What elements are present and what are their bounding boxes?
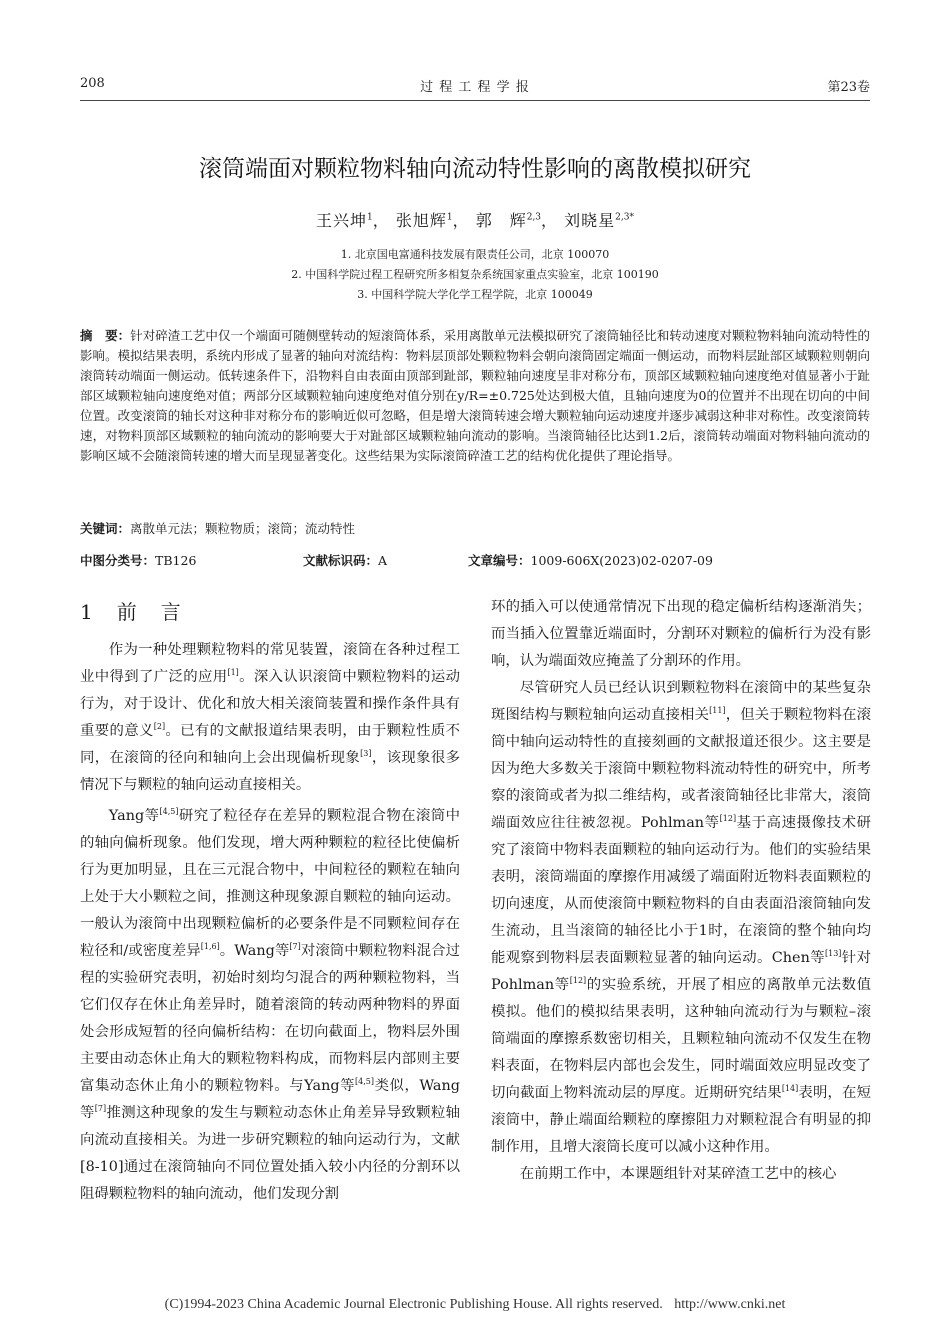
citation[interactable]: [14] — [781, 1084, 799, 1094]
doc-code-value: A — [378, 553, 388, 568]
author-name: 郭 辉 — [475, 211, 527, 230]
copyright-footer — [0, 1297, 950, 1313]
body-paragraph: 作为一种处理颗粒物料的常见装置，滚筒在各种过程工业中得到了广泛的应用[1]。深入认识滚筒中颗粒物料的运动行为，对于设计、优化和放大相关滚筒装置和操作条件具有重要的意义[2]。已有的文献报道结果表明，由于颗粒性质不同，在滚筒的径向和轴向上会出现偏析现象[3]，该现象很多情况下与颗粒的轴向运动直接相关。 — [80, 642, 460, 793]
affiliation: 1. 北京国电富通科技发展有限责任公司，北京 100070 — [340, 248, 610, 261]
citation[interactable]: [3] — [360, 749, 372, 759]
author-name: 刘晓星 — [564, 211, 616, 230]
keywords-label: 关键词： — [80, 521, 131, 536]
citation[interactable]: [2] — [153, 722, 166, 732]
header-rule — [80, 100, 870, 101]
author-name: 张旭辉 — [395, 211, 447, 230]
citation[interactable]: [12] — [719, 814, 737, 824]
article-number-label: 文章编号： — [468, 553, 531, 568]
body-paragraph: 环的插入可以使通常情况下出现的稳定偏析结构逐渐消失；而当插入位置靠近端面时，分割环对颗粒的偏析行为没有影响，认为端面效应掩盖了分割环的作用。 — [491, 599, 871, 669]
author-name: 王兴坤 — [316, 211, 368, 230]
article-number-value: 1009-606X(2023)02-0207-09 — [530, 553, 713, 568]
body-paragraph: 在前期工作中，本课题组针对某碎渣工艺中的核心 — [519, 1166, 837, 1182]
abstract — [80, 326, 870, 466]
cnki-link[interactable]: http://www.cnki.net — [674, 1297, 786, 1312]
citation[interactable]: [1] — [227, 668, 239, 678]
author-list: 王兴坤$^1$， 张旭辉$^1$， 郭 辉$^{2,3}$， 刘晓星$^{2,3*}$ — [316, 211, 634, 230]
body-paragraph: Yang等[4,5]研究了粒径存在差异的颗粒混合物在滚筒中的轴向偏析现象。他们发现，增大两种颗粒的粒径比使偏析行为更加明显，且在三元混合物中，中间粒径的颗粒在轴向上处于大小颗粒之间，推测这种现象源自颗粒的轴向运动。一般认为滚筒中出现颗粒偏析的必要条件是不同颗粒间存在粒径和/或密度差异[1,6]。Wang等[7]对滚筒中颗粒物料混合过程的实验研究表明，初始时刻均匀混合的两种颗粒物料，当它们仅存在休止角差异时，随着滚筒的转动两种物料的界面处会形成短暂的径向偏析结构：在切向截面上，物料层外围主要由动态休止角大的颗粒物料构成，而物料层内部则主要富集动态休止角小的颗粒物料。与Yang等[4,5]类似，Wang等[7]推测这种现象的发生与颗粒动态休止角差异导致颗粒轴向流动直接相关。为进一步研究颗粒的轴向运动行为，文献[8-10]通过在滚筒轴向不同位置处插入较小内径的分割环以阻碍颗粒物料的轴向流动，他们发现分割 — [80, 807, 460, 1202]
doc-code-label: 文献标识码： — [303, 553, 379, 568]
citation[interactable]: [12] — [569, 976, 587, 986]
citation[interactable]: [4,5] — [159, 807, 179, 817]
citation[interactable]: [7] — [289, 942, 301, 952]
abstract-label: 摘 要： — [80, 328, 131, 343]
keywords — [80, 519, 870, 537]
citation[interactable]: [11] — [709, 706, 726, 716]
citation[interactable]: [1,6] — [200, 942, 220, 952]
body-paragraph: 尽管研究人员已经认识到颗粒物料在滚筒中的某些复杂斑图结构与颗粒轴向运动直接相关[11]，但关于颗粒物料在滚筒中轴向运动特性的直接刻画的文献报道还很少。这主要是因为绝大多数关于滚筒中颗粒物料流动特性的研究中，所考察的滚筒或者为拟二维结构，或者滚筒轴径比非常大，滚筒端面效应往往被忽视。Pohlman等[12]基于高速摄像技术研究了滚筒中物料表面颗粒的轴向运动行为。他们的实验结果表明，滚筒端面的摩擦作用减缓了端面附近物料表面颗粒的切向速度，从而使滚筒中颗粒物料的自由表面沿滚筒轴向发生流动，且当滚筒的轴径比小于1时，在滚筒的整个轴向均能观察到物料层表面颗粒显著的轴向运动。Chen等[13]针对Pohlman等[12]的实验系统，开展了相应的离散单元法数值模拟。他们的模拟结果表明，这种轴向流动行为与颗粒–滚筒端面的摩擦系数密切相关，且颗粒轴向流动不仅发生在物料表面，在物料层内部也会发生，同时端面效应明显改变了切向截面上物料流动层的厚度。近期研究结果[14]表明，在短滚筒中，静止端面给颗粒的摩擦阻力对颗粒混合有明显的抑制作用，且增大滚筒长度可以减小这种作用。 — [491, 680, 871, 1155]
clc-value: TB126 — [155, 553, 197, 568]
keywords-text: 离散单元法；颗粒物质；滚筒；流动特性 — [130, 521, 356, 536]
citation[interactable]: [7] — [94, 1104, 107, 1114]
author-affiliation-mark: 1 — [446, 212, 453, 223]
citation[interactable]: [13] — [825, 949, 842, 959]
body-column-left — [80, 637, 460, 1208]
author-affiliation-mark: 1 — [367, 212, 373, 223]
journal-name: 过 程 工 程 学 报 — [420, 80, 530, 95]
affiliation: 3. 中国科学院大学化学工程学院，北京 100049 — [357, 288, 593, 301]
abstract-text: 针对碎渣工艺中仅一个端面可随侧壁转动的短滚筒体系，采用离散单元法模拟研究了滚筒轴径比和转动速度对颗粒物料轴向流动特性的影响。模拟结果表明，系统内形成了显著的轴向对流结构：物料层顶部处颗粒物料会朝向滚筒固定端面一侧运动，而物料层趾部区域颗粒则朝向滚筒转动端面一侧运动。低转速条件下，沿物料自由表面由顶部到趾部，颗粒轴向速度呈非对称分布，顶部区域颗粒轴向速度绝对值显著小于趾部区域颗粒轴向速度绝对值；两部分区域颗粒轴向速度绝对值分别在y/R=±0.725处达到极大值，且轴向速度为0的位置并不出现在切向的中间位置。改变滚筒的轴长对这种非对称分布的影响近似可忽略，但是增大滚筒转速会增大颗粒轴向运动速度并逐步减弱这种非对称性。改变滚筒转速，对物料顶部区域颗粒的轴向流动的影响要大于对趾部区域颗粒轴向流动的影响。当滚筒轴径比达到1.2后，滚筒转动端面对物料轴向流动的影响区域不会随滚筒转速的增大而呈现显著变化。这些结果为实际滚筒碎渣工艺的结构优化提供了理论指导。 — [80, 328, 870, 463]
page-number: 208 — [80, 76, 105, 91]
author-affiliation-mark: 2,3 — [526, 212, 542, 223]
affiliation: 2. 中国科学院过程工程研究所多相复杂系统国家重点实验室，北京 100190 — [291, 268, 659, 281]
section-heading: 1 前 言 — [80, 600, 183, 624]
paper-title: 滚筒端面对颗粒物料轴向流动特性影响的离散模拟研究 — [199, 156, 751, 182]
author-affiliation-mark: 2,3* — [615, 212, 634, 223]
copyright-text: (C)1994-2023 China Academic Journal Electronic Publishing House. All rights reserved. — [164, 1297, 663, 1312]
citation[interactable]: [4,5] — [355, 1077, 375, 1087]
volume-label: 第23卷 — [827, 80, 870, 95]
classification-line — [80, 551, 870, 569]
clc-label: 中图分类号： — [80, 553, 156, 568]
body-column-right — [491, 594, 871, 1188]
